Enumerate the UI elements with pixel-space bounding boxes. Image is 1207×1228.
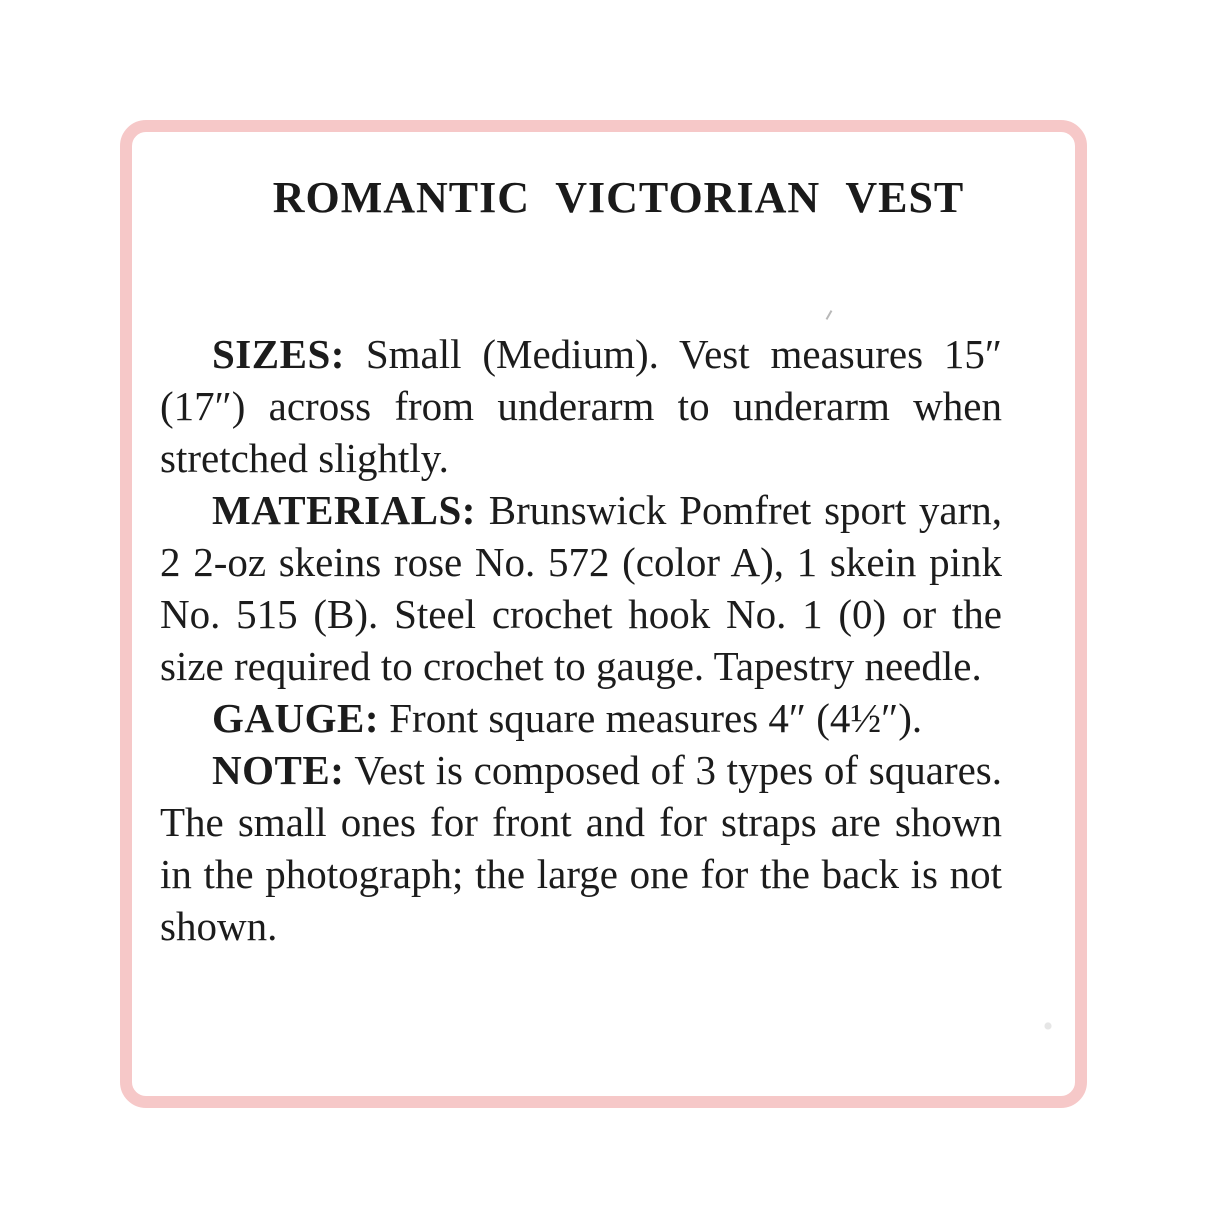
materials-heading: MATERIALS: — [212, 487, 476, 533]
gauge-paragraph — [160, 692, 1002, 744]
pattern-title: ROMANTIC VICTORIAN VEST — [272, 173, 965, 222]
pattern-body — [160, 328, 1002, 952]
note-heading: NOTE: — [212, 747, 345, 793]
print-speck — [826, 310, 833, 320]
note-paragraph — [160, 744, 1002, 952]
watermark-mark: • — [1042, 1010, 1054, 1043]
note-text: Vest is composed of 3 types of squares. The small ones for front and for straps are shown in the photograph; the large one for the back is not shown. — [160, 747, 1002, 949]
materials-text: Brunswick Pomfret sport yarn, 2 2-oz skeins rose No. 572 (color A), 1 skein pink No. 515 (B). Steel crochet hook No. 1 (0) or the size required to crochet to gauge. Tapestry needle. — [160, 487, 1003, 689]
sizes-heading: SIZES: — [212, 331, 345, 377]
sizes-text: Small (Medium). Vest measures 15″ (17″) across from underarm to underarm when stretched slightly. — [160, 331, 1002, 481]
gauge-heading: GAUGE: — [212, 695, 379, 741]
sizes-paragraph — [160, 328, 1002, 484]
gauge-text: Front square measures 4″ (4½″). — [389, 695, 923, 741]
pattern-card — [120, 120, 1087, 1108]
materials-paragraph — [160, 484, 1002, 692]
